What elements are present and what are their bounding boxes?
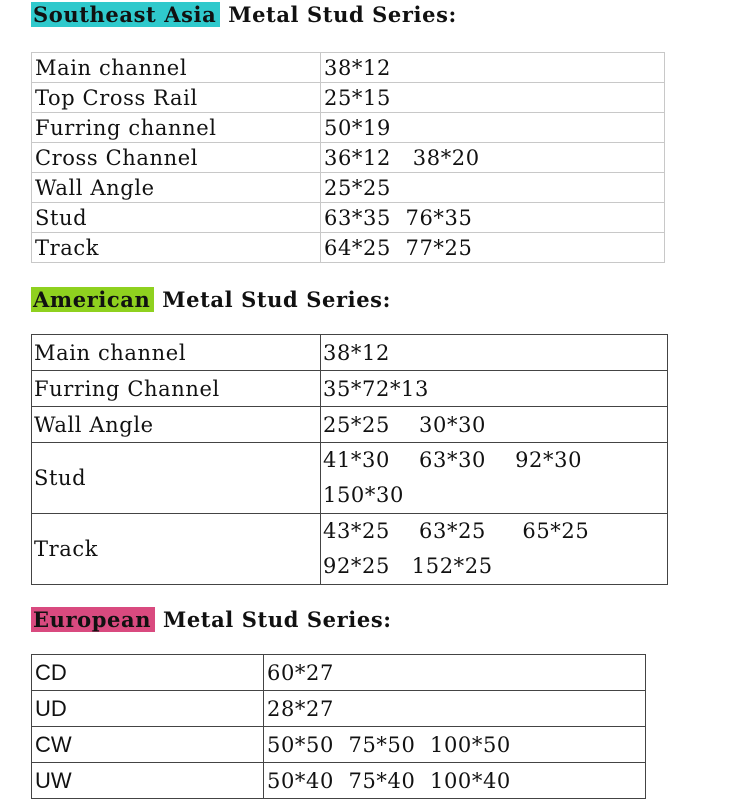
table-row xyxy=(32,143,665,173)
row-value: 25*25 30*30 xyxy=(321,407,668,443)
row-name: UD xyxy=(32,691,264,727)
row-name: Furring channel xyxy=(32,113,321,143)
table-row xyxy=(32,443,668,514)
row-value: 50*50 75*50 100*50 xyxy=(264,727,646,763)
row-value: 60*27 xyxy=(264,655,646,691)
european-title-rest: Metal Stud Series: xyxy=(155,607,392,632)
american-highlight: American xyxy=(31,287,154,312)
row-name: Track xyxy=(32,233,321,263)
row-value: 38*12 xyxy=(321,53,665,83)
table-row xyxy=(32,514,668,585)
row-value: 38*12 xyxy=(321,335,668,371)
table-row xyxy=(32,727,646,763)
table-row xyxy=(32,763,646,799)
table-row xyxy=(32,335,668,371)
row-name: Track xyxy=(32,514,321,585)
row-value: 25*15 xyxy=(321,83,665,113)
row-name: Main channel xyxy=(32,53,321,83)
row-value: 28*27 xyxy=(264,691,646,727)
value-line: 41*30 63*30 92*30 xyxy=(323,448,583,472)
southeast-asia-table xyxy=(31,52,665,263)
row-name: Stud xyxy=(32,203,321,233)
european-table xyxy=(31,654,646,799)
southeast-asia-heading xyxy=(31,1,457,28)
american-table xyxy=(31,334,668,585)
table-row xyxy=(32,53,665,83)
row-value: 63*35 76*35 xyxy=(321,203,665,233)
row-value: 64*25 77*25 xyxy=(321,233,665,263)
american-title-rest: Metal Stud Series: xyxy=(154,287,391,312)
table-row xyxy=(32,113,665,143)
table-row xyxy=(32,203,665,233)
table-row xyxy=(32,655,646,691)
row-name: Stud xyxy=(32,443,321,514)
table-row xyxy=(32,691,646,727)
row-value: 25*25 xyxy=(321,173,665,203)
row-value: 36*12 38*20 xyxy=(321,143,665,173)
table-row xyxy=(32,371,668,407)
table-row xyxy=(32,173,665,203)
southeast-asia-highlight: Southeast Asia xyxy=(31,2,220,27)
american-heading xyxy=(31,286,391,313)
value-line: 43*25 63*25 65*25 xyxy=(323,519,590,543)
value-line: 92*25 152*25 xyxy=(323,554,493,578)
european-heading xyxy=(31,606,392,633)
row-name: Wall Angle xyxy=(32,407,321,443)
row-value: 50*40 75*40 100*40 xyxy=(264,763,646,799)
row-value: 50*19 xyxy=(321,113,665,143)
row-name: CW xyxy=(32,727,264,763)
row-value xyxy=(321,514,668,585)
european-highlight: European xyxy=(31,607,155,632)
row-value xyxy=(321,443,668,514)
table-row xyxy=(32,83,665,113)
value-line: 150*30 xyxy=(323,483,404,507)
row-name: Wall Angle xyxy=(32,173,321,203)
row-name: CD xyxy=(32,655,264,691)
row-name: Cross Channel xyxy=(32,143,321,173)
southeast-asia-title-rest: Metal Stud Series: xyxy=(220,2,457,27)
table-row xyxy=(32,233,665,263)
table-row xyxy=(32,407,668,443)
row-name: Furring Channel xyxy=(32,371,321,407)
row-name: UW xyxy=(32,763,264,799)
row-name: Main channel xyxy=(32,335,321,371)
row-name: Top Cross Rail xyxy=(32,83,321,113)
row-value: 35*72*13 xyxy=(321,371,668,407)
